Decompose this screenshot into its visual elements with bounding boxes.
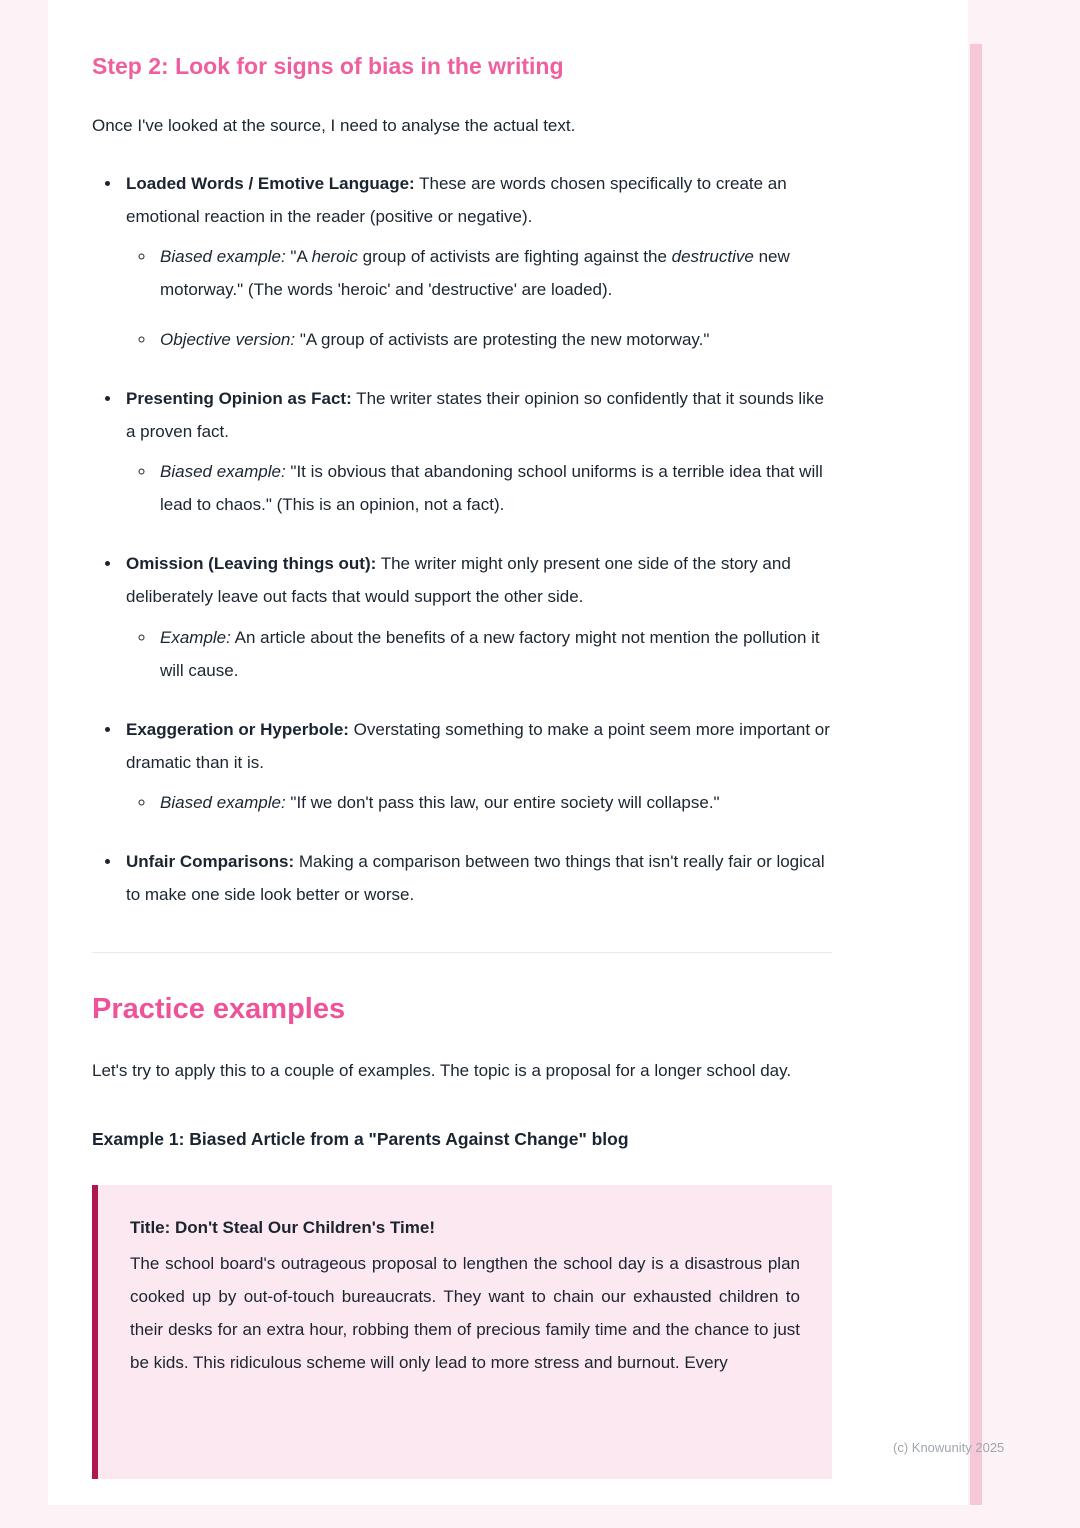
step2-heading: Step 2: Look for signs of bias in the writing <box>92 53 564 79</box>
sub-text: An article about the benefits of a new factory might not mention the pollution it will cause. <box>160 627 820 680</box>
sub-text: "A group of activists are protesting the new motorway." <box>295 329 710 349</box>
sub-label: Biased example: <box>160 247 286 267</box>
section-divider <box>92 952 832 953</box>
sub-list <box>126 240 832 355</box>
practice-intro: Let's try to apply this to a couple of examples. The topic is a proposal for a longer school day. <box>92 1061 792 1081</box>
sub-text: "It is obvious that abandoning school uniforms is a terrible idea that will lead to chaos." (This is an opinion, not a fact). <box>160 462 823 515</box>
sub-list <box>126 621 832 687</box>
sub-text: "A <box>285 247 312 267</box>
sub-item-biased-example <box>156 455 832 521</box>
sub-list <box>126 455 832 521</box>
sign-lead: Loaded Words / Emotive Language: <box>126 174 415 194</box>
sign-lead: Exaggeration or Hyperbole: <box>126 719 349 739</box>
sub-text-italic: heroic <box>311 247 358 267</box>
sub-label: Example: <box>160 627 231 647</box>
sign-lead: Presenting Opinion as Fact: <box>126 388 352 408</box>
sub-text: new motorway." (The words 'heroic' and 'destructive' are loaded). <box>160 247 790 300</box>
copyright-watermark: (c) Knowunity 2025 <box>893 1440 1005 1455</box>
sub-text: "If we don't pass this law, our entire society will collapse." <box>285 793 720 813</box>
sub-label: Biased example: <box>160 793 286 813</box>
bias-signs-list <box>92 167 832 912</box>
example1-heading: Example 1: Biased Article from a "Parents Against Change" blog <box>92 1129 629 1150</box>
sign-item-omission <box>122 547 832 687</box>
sign-lead: Omission (Leaving things out): <box>126 554 377 574</box>
sub-item-biased-example <box>156 786 832 819</box>
sub-label: Biased example: <box>160 462 286 482</box>
sign-item-loaded-words <box>122 167 832 356</box>
biased-article-callout <box>92 1185 832 1479</box>
step2-intro: Once I've looked at the source, I need to analyse the actual text. <box>92 115 576 135</box>
page-content <box>48 0 922 1479</box>
practice-examples-heading: Practice examples <box>92 992 346 1025</box>
sub-text-italic: destructive <box>671 247 754 267</box>
document-page <box>48 0 968 1505</box>
sub-item-objective-version <box>156 323 832 356</box>
sign-item-unfair-comparisons <box>122 845 832 911</box>
sign-text: These are words chosen specifically to create an emotional reaction in the reader (positive or negative). <box>126 174 787 227</box>
sub-text: group of activists are fighting against the <box>357 247 672 267</box>
page-edge-stripe <box>970 44 982 1505</box>
sign-text: The writer might only present one side of the story and deliberately leave out facts that would support the other side. <box>126 554 791 607</box>
sign-text: Overstating something to make a point seem more important or dramatic than it is. <box>126 719 830 772</box>
sign-lead: Unfair Comparisons: <box>126 852 295 872</box>
sub-list <box>126 786 832 819</box>
callout-body: The school board's outrageous proposal to lengthen the school day is a disastrous plan cooked up by out-of-touch bureaucrats. They want to chain our exhausted children to their desks for an extra hour, robbing them of precious family time and the chance to just be kids. This ridiculous scheme will only lead to more stress and burnout. Every <box>130 1253 800 1372</box>
sign-text: Making a comparison between two things that isn't really fair or logical to make one side look better or worse. <box>126 852 825 905</box>
sign-item-opinion-as-fact <box>122 382 832 522</box>
callout-title: Title: Don't Steal Our Children's Time! <box>130 1218 435 1238</box>
sign-text: The writer states their opinion so confidently that it sounds like a proven fact. <box>126 388 824 441</box>
sub-item-biased-example <box>156 240 832 306</box>
sub-label: Objective version: <box>160 329 296 349</box>
sub-item-example <box>156 621 832 687</box>
sign-item-exaggeration <box>122 713 832 819</box>
